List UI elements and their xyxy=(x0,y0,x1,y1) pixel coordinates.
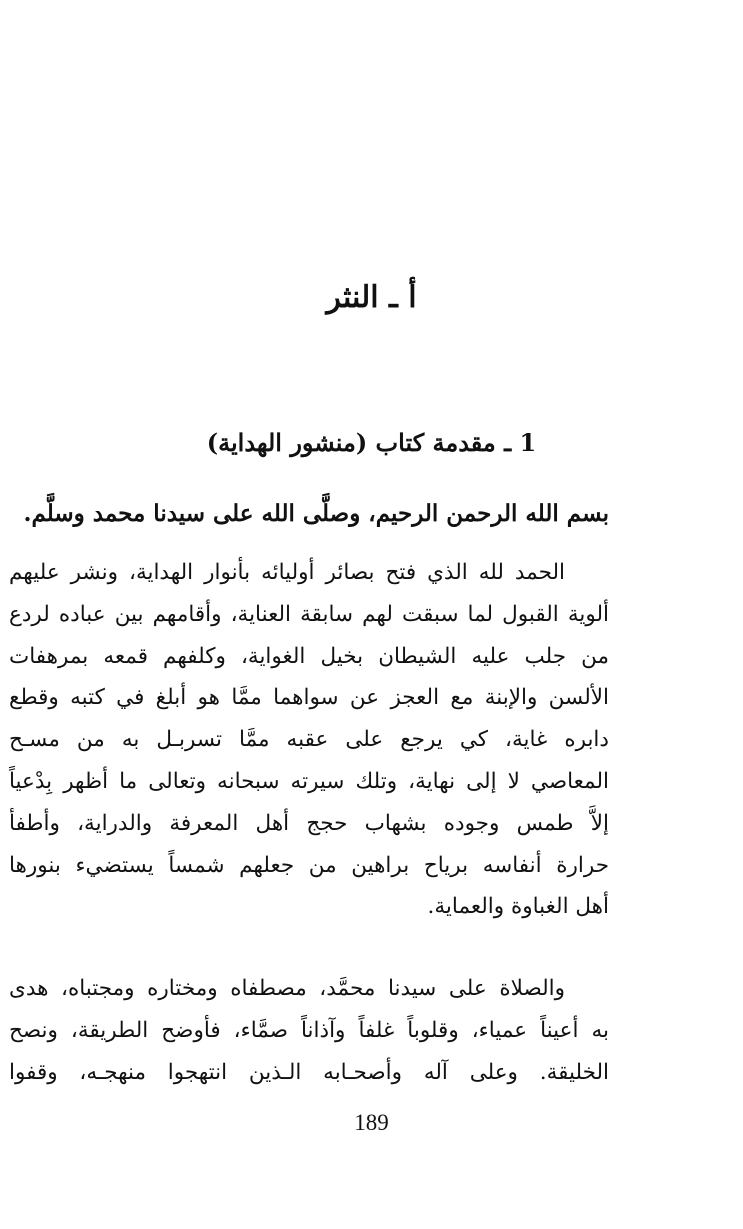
text-line: دابره غاية، كي يرجع على عقبه ممَّا تسربـل به من مسـح xyxy=(9,727,609,753)
text-line: من جلب عليه الشيطان بخيل الغواية، وكلفهم قمعه بمرهفات xyxy=(9,643,609,669)
page-number: 189 xyxy=(354,1110,389,1135)
paragraph-hamd xyxy=(9,552,609,928)
text-line: الحمد لله الذي فتح بصائر أوليائه بأنوار الهداية، ونشر عليهم xyxy=(9,560,565,585)
text-line: أهل الغباوة والعماية. xyxy=(427,894,609,920)
text-line: ألوية القبول لما سبقت لهم سابقة العناية، وأقامهم بين عباده لردع xyxy=(9,601,609,627)
text-line: حرارة أنفاسه برياح براهين من جعلهم شمساً يستضيء بنورها xyxy=(9,852,609,878)
text-line: الخليقة. وعلى آله وأصحـابه الـذين انتهجوا منهجـه، وقفوا xyxy=(9,1059,609,1085)
text-line: والصلاة على سيدنا محمَّد، مصطفاه ومختاره ومجتباه، هدى xyxy=(9,976,565,1001)
paragraph-salat xyxy=(9,968,609,1093)
text-line: المعاصي لا إلى نهاية، وتلك سيرته سبحانه وتعالى ما أظهر بِدْعياً xyxy=(9,768,609,794)
text-line: إلاَّ طمس وجوده بشهاب حجج أهل المعرفة والدراية، وأطفأ xyxy=(9,810,609,836)
text-line: الألسن والإبنة مع العجز عن سواهما ممَّا هو أبلغ في كتبه وقطع xyxy=(9,685,609,711)
section-title: أ ـ النثر xyxy=(326,280,417,315)
subsection-title: 1 ـ مقدمة كتاب (منشور الهداية) xyxy=(206,428,537,457)
text-line: به أعيناً عمياء، وقلوباً غلفاً وآذاناً صمَّاء، فأوضح الطريقة، ونصح xyxy=(9,1017,609,1043)
basmala-line: بسم الله الرحمن الرحيم، وصلَّى الله على سيدنا محمد وسلَّم. xyxy=(23,500,609,527)
